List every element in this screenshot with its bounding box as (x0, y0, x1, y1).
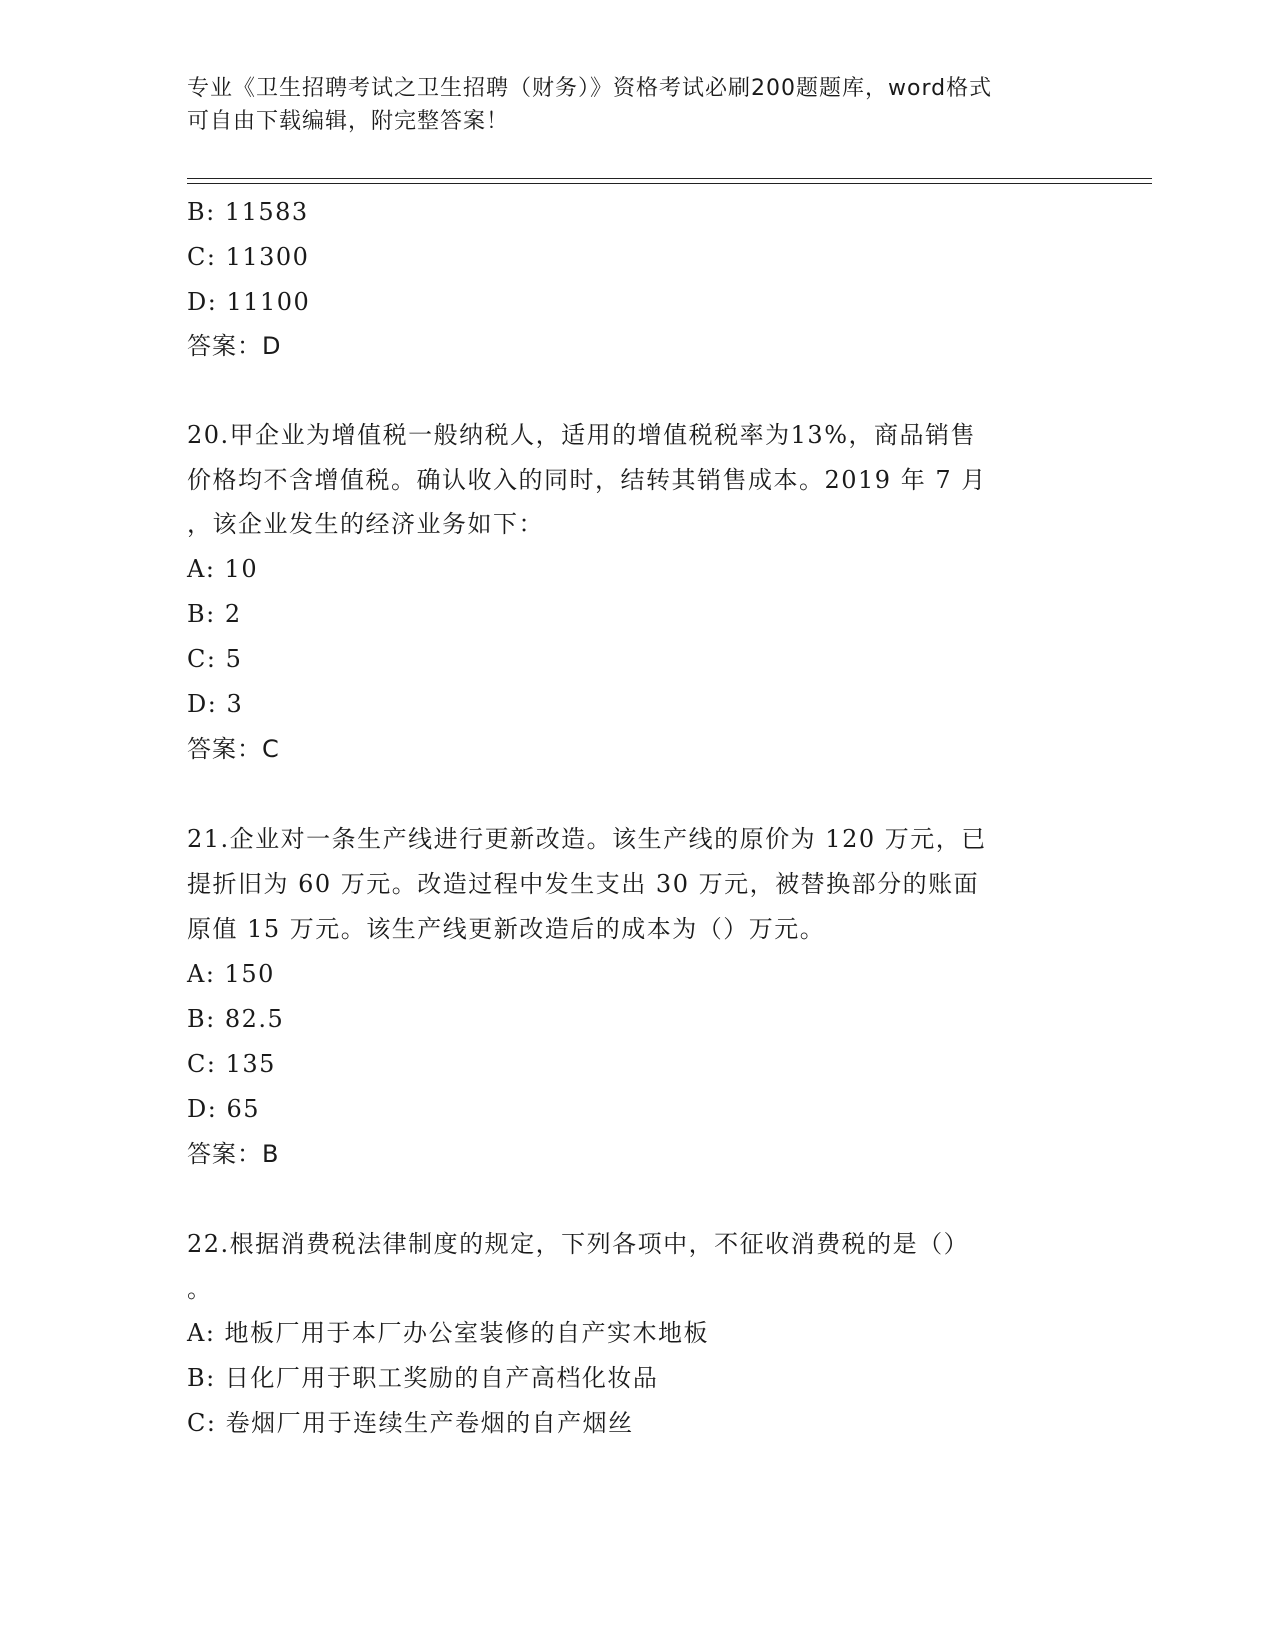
header-title-line-1: 专业《卫生招聘考试之卫生招聘（财务）》资格考试必刷200题题库，word格式 (187, 76, 993, 101)
question-21-option-d: D: 65 (187, 1095, 260, 1123)
question-21-line-1: 21.企业对一条生产线进行更新改造。该生产线的原价为 120 万元，已 (187, 825, 987, 853)
question-22-line-1: 22.根据消费税法律制度的规定，下列各项中，不征收消费税的是（） (187, 1230, 970, 1258)
question-21-line-2: 提折旧为 60 万元。改造过程中发生支出 30 万元，被替换部分的账面 (187, 870, 980, 898)
answer: 答案：D (187, 332, 282, 360)
header-title-line-2: 可自由下载编辑，附完整答案！ (187, 109, 510, 134)
question-20-option-c: C: 5 (187, 645, 243, 673)
question-20-line-3: ，该企业发生的经济业务如下： (187, 510, 544, 538)
header-double-rule (187, 178, 1152, 184)
page-header (187, 72, 1067, 138)
question-22-line-2: 。 (187, 1275, 213, 1303)
question-21-option-b: B: 82.5 (187, 1005, 285, 1033)
question-20-option-d: D: 3 (187, 690, 244, 718)
question-22-option-b: B: 日化厂用于职工奖励的自产高档化妆品 (187, 1364, 659, 1392)
question-22-option-a: A: 地板厂用于本厂办公室装修的自产实木地板 (187, 1319, 710, 1347)
question-20-option-b: B: 2 (187, 600, 242, 628)
question-22-option-c: C: 卷烟厂用于连续生产卷烟的自产烟丝 (187, 1409, 634, 1437)
question-20-option-a: A: 10 (187, 555, 259, 583)
question-21-line-3: 原值 15 万元。该生产线更新改造后的成本为（）万元。 (187, 915, 826, 943)
question-21-option-a: A: 150 (187, 960, 275, 988)
question-20-line-2: 价格均不含增值税。确认收入的同时，结转其销售成本。2019 年 7 月 (187, 466, 987, 494)
question-21-answer: 答案：B (187, 1140, 280, 1168)
question-20-line-1: 20.甲企业为增值税一般纳税人，适用的增值税税率为13%，商品销售 (187, 421, 977, 449)
option-b: B: 11583 (187, 198, 309, 226)
option-c: C: 11300 (187, 243, 310, 271)
question-20-answer: 答案：C (187, 735, 280, 763)
question-21-option-c: C: 135 (187, 1050, 276, 1078)
option-d: D: 11100 (187, 288, 311, 316)
